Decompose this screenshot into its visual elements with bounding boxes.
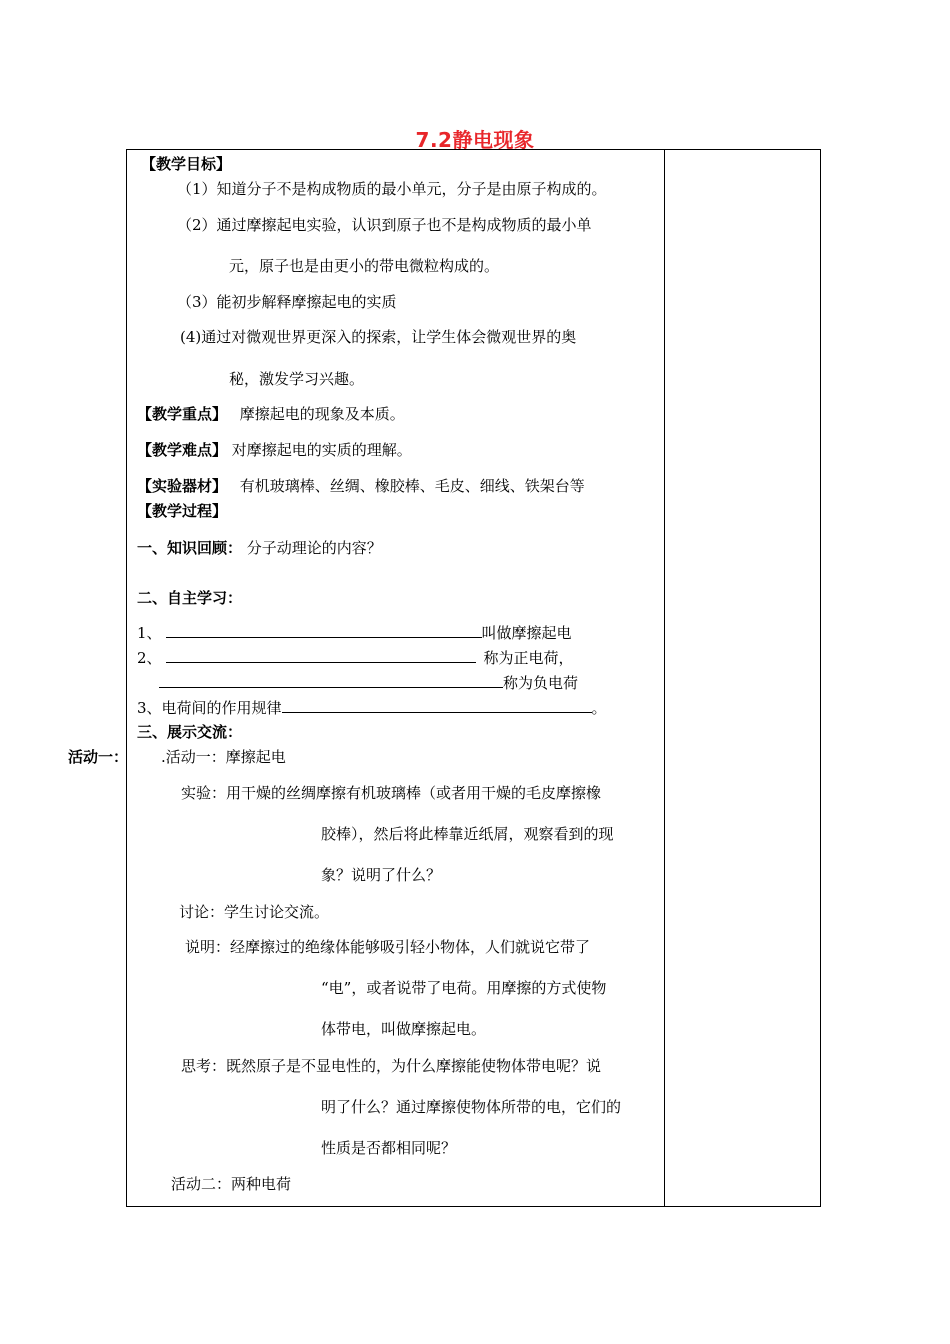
equipment-label: 【实验器材】 <box>137 477 228 495</box>
exchange-heading: 三、展示交流： <box>137 723 243 741</box>
discussion-line: 讨论：学生讨论交流。 <box>179 903 330 921</box>
process-heading: 【教学过程】 <box>137 502 228 520</box>
objective-4: (4)通过对微观世界更深入的探索，让学生体会微观世界的奥 <box>180 328 577 346</box>
self-study-item-1-suffix: 叫做摩擦起电 <box>481 624 572 642</box>
self-study-item-3-suffix: 称为负电荷 <box>503 674 579 692</box>
objective-1: （1）知道分子不是构成物质的最小单元，分子是由原子构成的。 <box>177 180 607 198</box>
equipment-row <box>137 476 585 496</box>
key-point-label: 【教学重点】 <box>137 405 228 423</box>
experiment-line-2: 胶棒），然后将此棒靠近纸屑，观察看到的现 <box>321 825 614 843</box>
page-title: 7.2静电现象 <box>415 128 535 152</box>
column-divider <box>664 150 665 1206</box>
self-study-item-4-num: 3、电荷间的作用规律 <box>137 699 282 717</box>
objective-4-cont: 秘，激发学习兴趣。 <box>229 370 365 388</box>
equipment-text: 有机玻璃棒、丝绸、橡胶棒、毛皮、细线、铁架台等 <box>239 477 585 495</box>
fill-blank-2[interactable] <box>166 648 476 663</box>
difficulty-row <box>137 440 412 460</box>
self-study-item-4-suffix: 。 <box>591 699 607 717</box>
review-row <box>137 538 382 558</box>
activity-two-title: 活动二：两种电荷 <box>171 1175 292 1193</box>
objective-2: （2）通过摩擦起电实验，认识到原子也不是构成物质的最小单 <box>177 216 592 234</box>
self-study-heading: 二、自主学习： <box>137 589 243 607</box>
experiment-line-1: 实验：用干燥的丝绸摩擦有机玻璃棒（或者用干燥的毛皮摩擦橡 <box>181 784 602 802</box>
thinking-line-2: 明了什么？通过摩擦使物体所带的电，它们的 <box>321 1098 622 1116</box>
fill-blank-1[interactable] <box>166 623 482 638</box>
review-label: 一、知识回顾： <box>137 539 243 557</box>
side-label-activity-one: 活动一： <box>68 748 129 766</box>
objectives-heading: 【教学目标】 <box>141 155 232 173</box>
self-study-item-3 <box>137 673 578 693</box>
self-study-item-2-num: 2、 <box>137 649 162 667</box>
difficulty-text: 对摩擦起电的实质的理解。 <box>231 441 412 459</box>
explanation-line-1: 说明：经摩擦过的绝缘体能够吸引轻小物体，人们就说它带了 <box>185 938 591 956</box>
difficulty-label: 【教学难点】 <box>137 441 228 459</box>
thinking-line-1: 思考：既然原子是不显电性的，为什么摩擦能使物体带电呢？说 <box>181 1057 602 1075</box>
self-study-item-2-suffix: 称为正电荷， <box>483 649 574 667</box>
key-point-row <box>137 404 405 424</box>
fill-blank-4[interactable] <box>282 698 592 713</box>
thinking-line-3: 性质是否都相同呢？ <box>321 1139 457 1157</box>
review-text: 分子动理论的内容？ <box>246 539 382 557</box>
experiment-line-3: 象？说明了什么？ <box>321 866 442 884</box>
self-study-item-1 <box>137 623 572 643</box>
key-point-text: 摩擦起电的现象及本质。 <box>239 405 405 423</box>
self-study-item-1-num: 1、 <box>137 624 162 642</box>
activity-one-title: .活动一：摩擦起电 <box>161 748 286 766</box>
self-study-item-4 <box>137 698 607 718</box>
objective-3: （3）能初步解释摩擦起电的实质 <box>177 293 397 311</box>
fill-blank-3[interactable] <box>159 673 503 688</box>
self-study-item-2 <box>137 648 574 668</box>
lesson-table <box>126 149 821 1207</box>
objective-2-cont: 元，原子也是由更小的带电微粒构成的。 <box>229 257 500 275</box>
explanation-line-3: 体带电，叫做摩擦起电。 <box>321 1020 487 1038</box>
explanation-line-2: “电”，或者说带了电荷。用摩擦的方式使物 <box>321 979 607 997</box>
